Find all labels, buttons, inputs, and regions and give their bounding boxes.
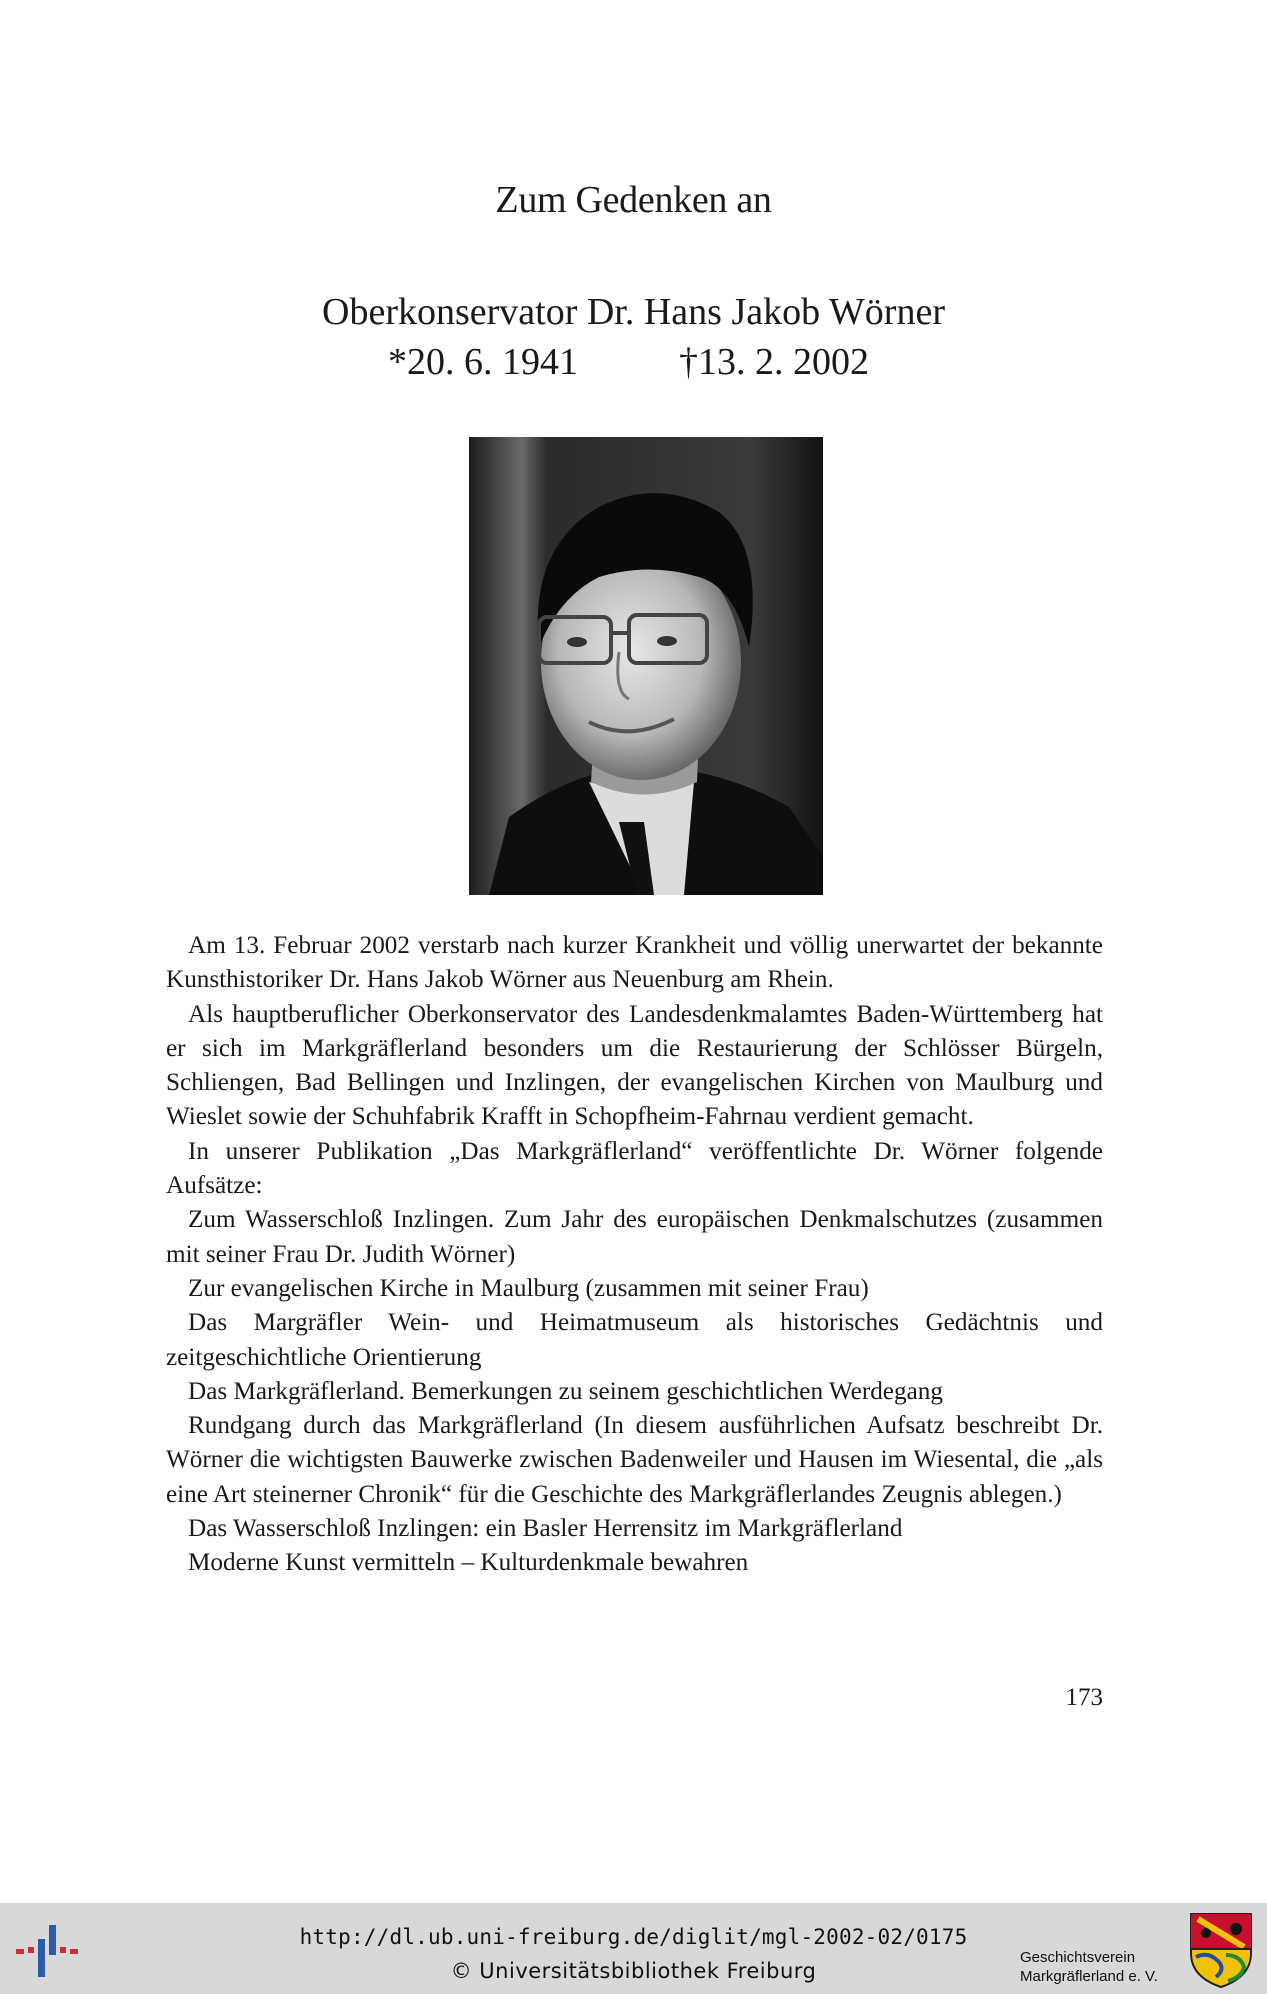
paragraph: Als hauptberuflicher Oberkonservator des Landesdenkmalamtes Baden-Württemberg hat er sich im Markgräflerland besonders um die Restaurierung der Schlösser Bürgeln, Schliengen, Bad Bellingen und Inzlingen, der evangelischen Kirchen von Maulburg und Wieslet sowie der Schuhfabrik Krafft in Schopfheim-Fahrnau verdient gemacht. [166,1000,1103,1131]
page-number: 173 [1065,1684,1103,1711]
paragraph: Rundgang durch das Markgräflerland (In diesem ausführlichen Aufsatz beschreibt Dr. Wörner die wichtigsten Bauwerke zwischen Badenweiler und Hausen im Wiesental, die „als eine Art steinerner Chronik“ für die Geschichte des Markgräflerlandes Zeugnis ablegen.) [166,1412,1103,1508]
source-url-link[interactable]: http://dl.ub.uni-freiburg.de/diglit/mgl-2002-02/0175 [299,1925,968,1949]
portrait-photo [469,437,823,895]
article-body [166,929,1103,1581]
copyright-notice: © Universitätsbibliothek Freiburg [450,1959,817,1983]
birth-date: *20. 6. 1941 [388,341,578,383]
paragraph: Das Markgräflerland. Bemerkungen zu seinem geschichtlichen Werdegang [188,1377,943,1405]
page-title: Zum Gedenken an [495,179,772,221]
society-line: Geschichtsverein [1020,1949,1136,1966]
society-line: Markgräflerland e. V. [1020,1968,1158,1985]
person-name: Oberkonservator Dr. Hans Jakob Wörner [322,291,945,333]
death-date: †13. 2. 2002 [679,341,869,383]
life-dates [0,340,1267,388]
coat-of-arms-icon[interactable] [1188,1911,1254,1989]
paragraph: Das Margräfler Wein- und Heimatmuseum als historisches Gedächtnis und zeitgeschichtliche Orientierung [166,1309,1103,1371]
paragraph: In unserer Publikation „Das Markgräflerland“ veröffentlichte Dr. Wörner folgende Aufsätze: [166,1137,1103,1200]
paragraph: Zur evangelischen Kirche in Maulburg (zusammen mit seiner Frau) [188,1274,869,1302]
society-name [1020,1948,1158,1986]
paragraph: Am 13. Februar 2002 verstarb nach kurzer Krankheit und völlig unerwartet der bekannte Kunsthistoriker Dr. Hans Jakob Wörner aus Neuenburg am Rhein. [166,932,1103,994]
paragraph: Das Wasserschloß Inzlingen: ein Basler Herrensitz im Markgräflerland [188,1515,903,1543]
paragraph: Zum Wasserschloß Inzlingen. Zum Jahr des europäischen Denkmalschutzes (zusammen mit seiner Frau Dr. Judith Wörner) [166,1206,1103,1268]
paragraph: Moderne Kunst vermitteln – Kulturdenkmale bewahren [188,1549,749,1577]
footer-bar [0,1903,1267,1994]
